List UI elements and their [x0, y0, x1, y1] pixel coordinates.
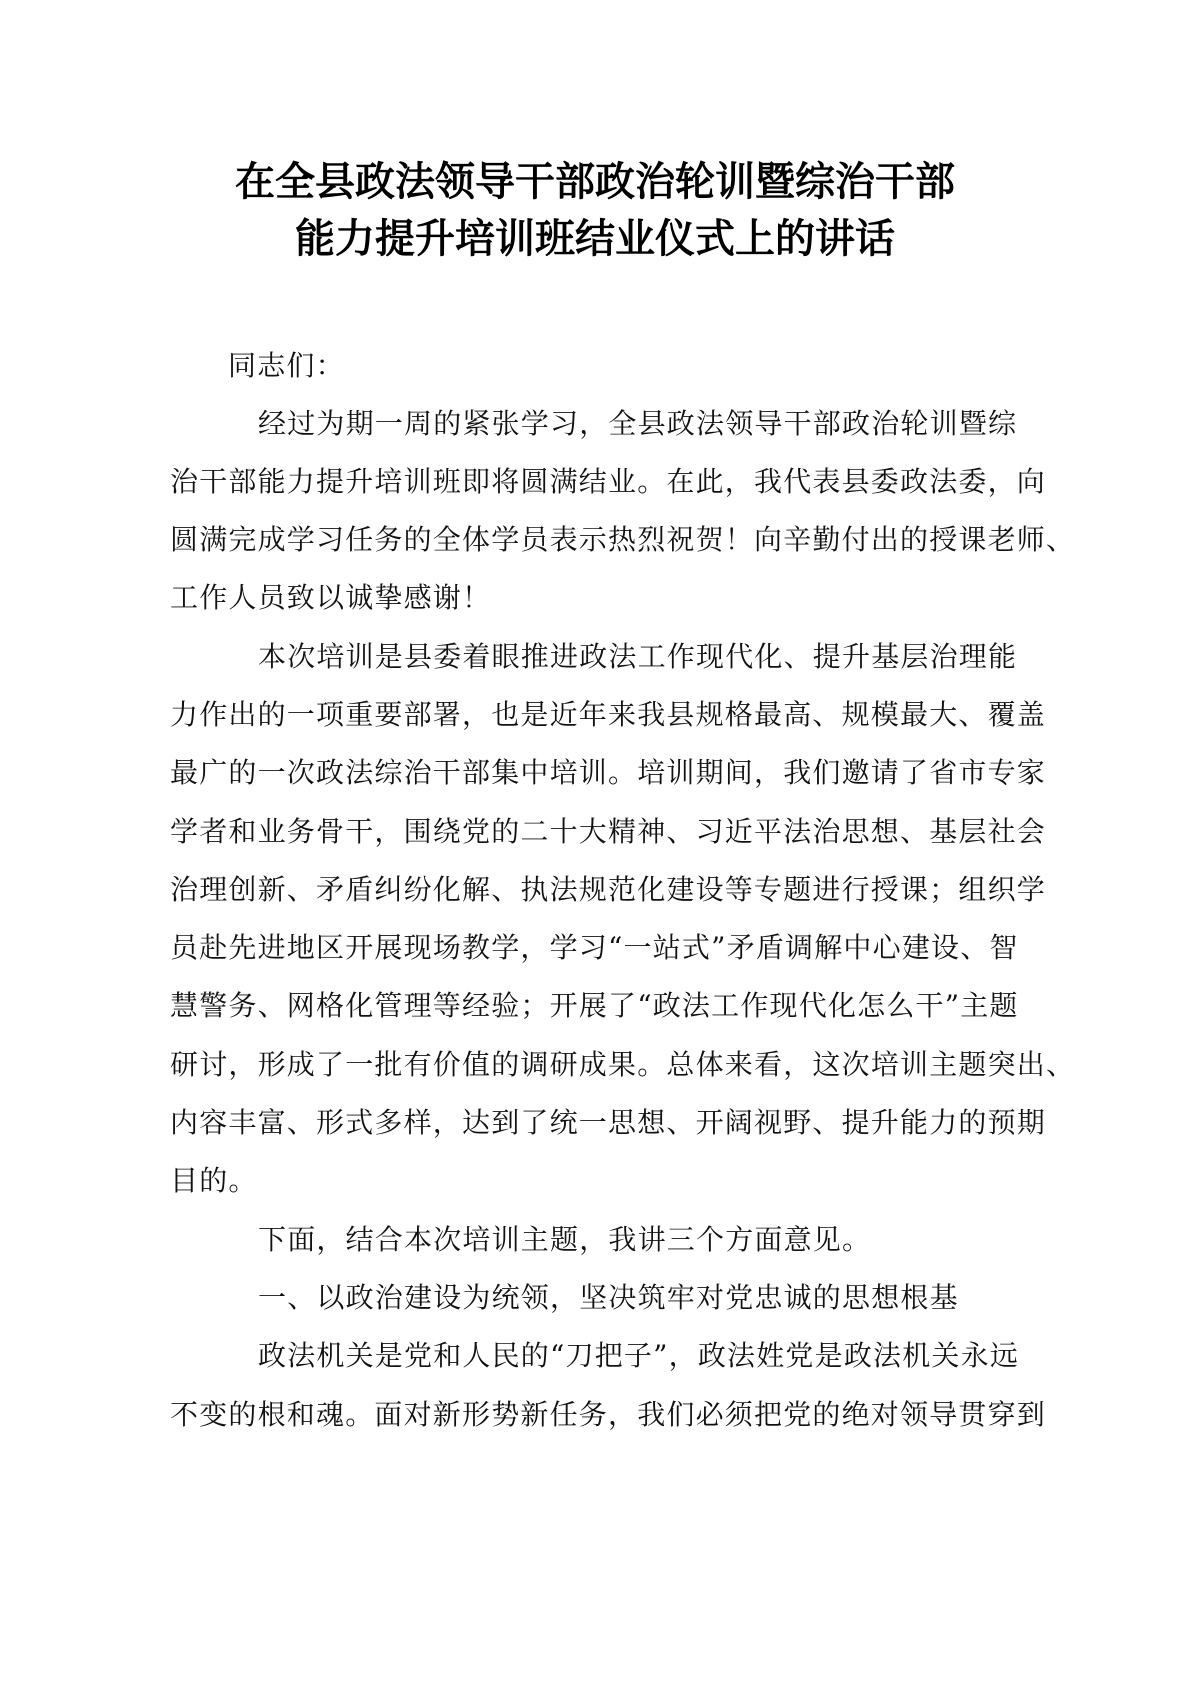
- paragraph-4-line: 政法机关是党和人民的“刀把子”，政法姓党是政法机关永远: [258, 1339, 1020, 1372]
- paragraph-2-line: 治理创新、矛盾纠纷化解、执法规范化建设等专题进行授课；组织学: [170, 873, 1047, 906]
- paragraph-2-line: 目的。: [170, 1164, 258, 1197]
- paragraph-2-line: 力作出的一项重要部署，也是近年来我县规格最高、规模最大、覆盖: [170, 698, 1047, 731]
- section-heading-1: 一、以政治建设为统领，坚决筑牢对党忠诚的思想根基: [258, 1281, 959, 1314]
- paragraph-1-line: 工作人员致以诚挚感谢！: [170, 581, 492, 614]
- paragraph-2-line: 研讨，形成了一批有价值的调研成果。总体来看，这次培训主题突出、: [170, 1048, 1076, 1081]
- paragraph-2-line: 员赴先进地区开展现场教学，学习“一站式”矛盾调解中心建设、智: [170, 931, 1019, 964]
- document-title-line-1: 在全县政法领导干部政治轮训暨综治干部: [235, 159, 955, 205]
- paragraph-2-line: 内容丰富、形式多样，达到了统一思想、开阔视野、提升能力的预期: [170, 1106, 1047, 1139]
- paragraph-1-line: 经过为期一周的紧张学习，全县政法领导干部政治轮训暨综: [258, 407, 1018, 440]
- paragraph-2-line: 最广的一次政法综治干部集中培训。培训期间，我们邀请了省市专家: [170, 756, 1047, 789]
- paragraph-4-line: 不变的根和魂。面对新形势新任务，我们必须把党的绝对领导贯穿到: [170, 1398, 1047, 1431]
- paragraph-2-line: 本次培训是县委着眼推进政法工作现代化、提升基层治理能: [258, 640, 1018, 673]
- document-title-line-2: 能力提升培训班结业仪式上的讲话: [295, 216, 895, 262]
- paragraph-3-line: 下面，结合本次培训主题，我讲三个方面意见。: [258, 1223, 872, 1256]
- salutation: 同志们：: [228, 349, 345, 382]
- paragraph-2-line: 慧警务、网格化管理等经验；开展了“政法工作现代化怎么干”主题: [170, 989, 1019, 1022]
- paragraph-2-line: 学者和业务骨干，围绕党的二十大精神、习近平法治思想、基层社会: [170, 815, 1047, 848]
- paragraph-1-line: 圆满完成学习任务的全体学员表示热烈祝贺！向辛勤付出的授课老师、: [170, 523, 1076, 556]
- paragraph-1-line: 治干部能力提升培训班即将圆满结业。在此，我代表县委政法委，向: [170, 465, 1047, 498]
